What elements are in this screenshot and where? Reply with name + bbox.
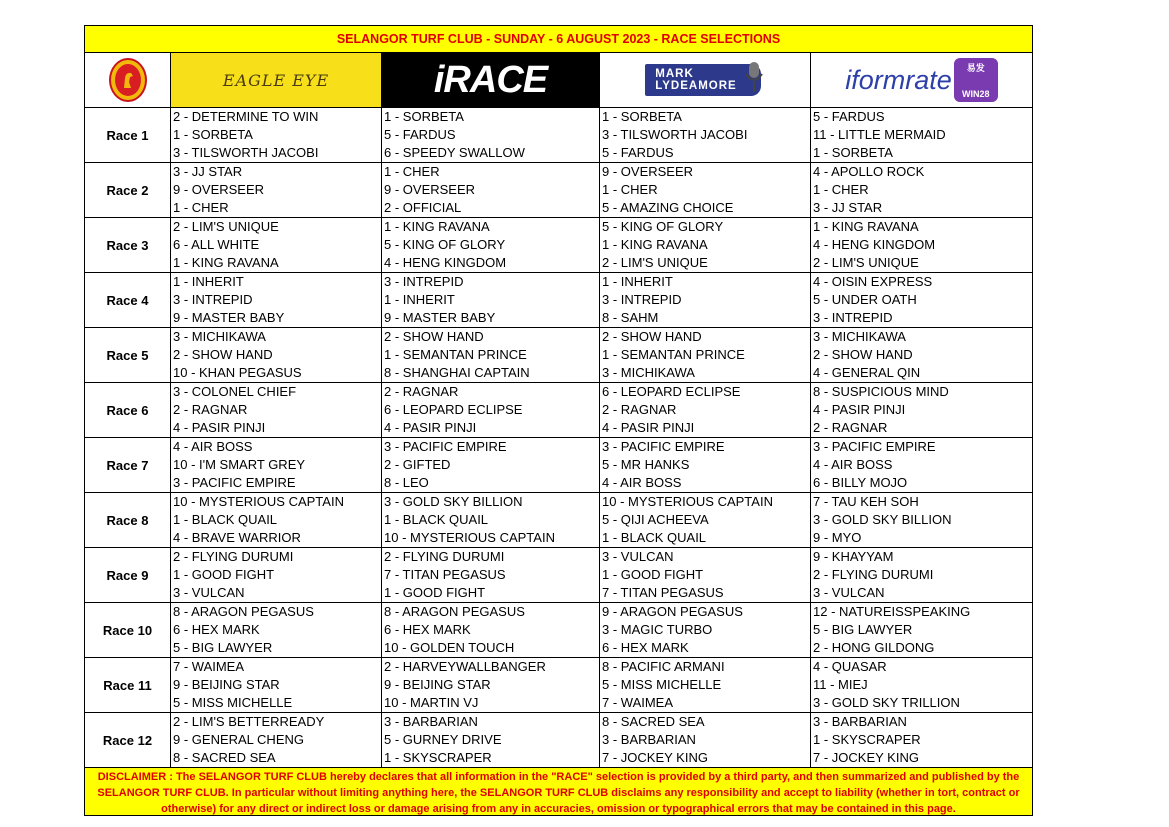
selection-cell	[600, 493, 811, 547]
horse-selection: 1 - CHER	[813, 182, 869, 197]
selection-cell	[600, 108, 811, 162]
selection-cell	[382, 438, 600, 492]
horse-selection: 10 - MYSTERIOUS CAPTAIN	[602, 494, 773, 509]
horse-selection: 2 - FLYING DURUMI	[173, 549, 294, 564]
horse-selection: 3 - MICHIKAWA	[173, 329, 266, 344]
selection-cell	[382, 163, 600, 217]
horse-selection: 3 - GOLD SKY BILLION	[813, 512, 952, 527]
selection-cell	[382, 713, 600, 767]
horse-selection: 1 - KING RAVANA	[813, 219, 919, 234]
selection-cell	[171, 493, 382, 547]
horse-selection: 9 - OVERSEER	[384, 182, 476, 197]
selection-cell	[600, 713, 811, 767]
horse-selection: 1 - CHER	[602, 182, 658, 197]
horse-selection: 1 - INHERIT	[384, 292, 455, 307]
horse-selection: 6 - HEX MARK	[173, 622, 260, 637]
horse-selection: 2 - SHOW HAND	[384, 329, 484, 344]
horse-selection: 2 - RAGNAR	[602, 402, 677, 417]
horse-selection: 3 - MICHIKAWA	[813, 329, 906, 344]
selection-cell	[382, 658, 600, 712]
horse-selection: 9 - MASTER BABY	[384, 310, 496, 325]
selection-cell	[171, 603, 382, 657]
race-row	[85, 603, 1032, 658]
horse-selection: 3 - TILSWORTH JACOBI	[602, 127, 748, 142]
selection-cell	[811, 658, 1032, 712]
horse-selection: 1 - CHER	[384, 164, 440, 179]
horse-selection: 2 - LIM'S UNIQUE	[173, 219, 279, 234]
horse-selection: 9 - OVERSEER	[173, 182, 265, 197]
race-name: Race 6	[85, 383, 171, 437]
horse-selection: 1 - SORBETA	[384, 109, 464, 124]
horse-selection: 3 - PACIFIC EMPIRE	[602, 439, 725, 454]
source-logos-row	[85, 53, 1032, 108]
selection-cell	[600, 548, 811, 602]
page-title: SELANGOR TURF CLUB - SUNDAY - 6 AUGUST 2023 - RACE SELECTIONS	[85, 26, 1032, 53]
selection-cell	[811, 273, 1032, 327]
horse-selection: 2 - SHOW HAND	[173, 347, 273, 362]
race-name: Race 12	[85, 713, 171, 767]
horse-selection: 1 - SKYSCRAPER	[384, 750, 492, 765]
races-table	[85, 108, 1032, 768]
horse-selection: 9 - KHAYYAM	[813, 549, 894, 564]
horse-selection: 8 - SAHM	[602, 310, 659, 325]
horse-selection: 1 - BLACK QUAIL	[384, 512, 489, 527]
horse-selection: 4 - APOLLO ROCK	[813, 164, 925, 179]
horse-selection: 7 - JOCKEY KING	[602, 750, 708, 765]
horse-selection: 5 - KING OF GLORY	[602, 219, 724, 234]
horse-selection: 8 - LEO	[384, 475, 429, 490]
selection-cell	[811, 713, 1032, 767]
race-row	[85, 218, 1032, 273]
race-name: Race 3	[85, 218, 171, 272]
horse-selection: 4 - PASIR PINJI	[813, 402, 906, 417]
race-name: Race 9	[85, 548, 171, 602]
horse-selection: 1 - INHERIT	[173, 274, 244, 289]
horse-selection: 3 - JJ STAR	[173, 164, 243, 179]
horse-selection: 4 - OISIN EXPRESS	[813, 274, 933, 289]
horse-selection: 1 - SEMANTAN PRINCE	[602, 347, 745, 362]
horse-selection: 5 - MISS MICHELLE	[602, 677, 722, 692]
win28-badge-top: 易发	[966, 63, 985, 73]
selection-cell	[382, 603, 600, 657]
selection-cell	[811, 328, 1032, 382]
horse-selection: 9 - BEIJING STAR	[384, 677, 491, 692]
horse-selection: 2 - OFFICIAL	[384, 200, 462, 215]
horse-selection: 2 - GIFTED	[384, 457, 451, 472]
horse-selection: 9 - BEIJING STAR	[173, 677, 280, 692]
horse-selection: 6 - HEX MARK	[384, 622, 471, 637]
race-row	[85, 273, 1032, 328]
horse-selection: 7 - TITAN PEGASUS	[384, 567, 506, 582]
horse-selection: 3 - INTREPID	[602, 292, 682, 307]
horse-selection: 3 - INTREPID	[173, 292, 253, 307]
horse-selection: 12 - NATUREISSPEAKING	[813, 604, 971, 619]
selection-cell	[811, 383, 1032, 437]
horse-selection: 9 - ARAGON PEGASUS	[602, 604, 743, 619]
horse-selection: 3 - VULCAN	[813, 585, 885, 600]
horse-selection: 6 - LEOPARD ECLIPSE	[384, 402, 523, 417]
race-name: Race 1	[85, 108, 171, 162]
horse-selection: 2 - HARVEYWALLBANGER	[384, 659, 546, 674]
horse-selection: 10 - MYSTERIOUS CAPTAIN	[173, 494, 344, 509]
horse-selection: 2 - DETERMINE TO WIN	[173, 109, 319, 124]
selection-cell	[811, 548, 1032, 602]
horse-selection: 9 - GENERAL CHENG	[173, 732, 304, 747]
selection-cell	[600, 603, 811, 657]
horse-selection: 3 - VULCAN	[173, 585, 245, 600]
horse-selection: 2 - FLYING DURUMI	[384, 549, 505, 564]
race-row	[85, 548, 1032, 603]
horse-selection: 1 - GOOD FIGHT	[384, 585, 486, 600]
selection-cell	[811, 603, 1032, 657]
horse-selection: 2 - RAGNAR	[384, 384, 459, 399]
horse-selection: 3 - JJ STAR	[813, 200, 883, 215]
selection-cell	[382, 383, 600, 437]
iformrate-logo-cell	[811, 53, 1032, 107]
selection-cell	[811, 438, 1032, 492]
selection-cell	[600, 383, 811, 437]
irace-logo: iRACE	[382, 53, 599, 107]
selection-cell	[171, 383, 382, 437]
horse-selection: 8 - SACRED SEA	[173, 750, 276, 765]
horse-selection: 3 - VULCAN	[602, 549, 674, 564]
horse-selection: 5 - BIG LAWYER	[173, 640, 273, 655]
horse-selection: 2 - LIM'S UNIQUE	[813, 255, 919, 270]
selection-cell	[811, 163, 1032, 217]
horse-selection: 7 - TAU KEH SOH	[813, 494, 919, 509]
race-name: Race 11	[85, 658, 171, 712]
horse-selection: 4 - HENG KINGDOM	[813, 237, 936, 252]
horse-selection: 10 - I'M SMART GREY	[173, 457, 306, 472]
horse-selection: 1 - KING RAVANA	[384, 219, 490, 234]
horse-selection: 3 - GOLD SKY BILLION	[384, 494, 523, 509]
horse-selection: 3 - MICHIKAWA	[602, 365, 695, 380]
race-row	[85, 438, 1032, 493]
horse-selection: 4 - BRAVE WARRIOR	[173, 530, 301, 545]
win28-badge-bottom: WIN28	[962, 89, 990, 99]
stc-logo-cell	[85, 53, 171, 107]
horse-selection: 5 - MISS MICHELLE	[173, 695, 293, 710]
race-name: Race 5	[85, 328, 171, 382]
horse-selection: 4 - AIR BOSS	[173, 439, 253, 454]
horse-selection: 9 - MYO	[813, 530, 862, 545]
mark-logo-line2: LYDEAMORE	[655, 80, 737, 92]
horse-selection: 3 - PACIFIC EMPIRE	[173, 475, 296, 490]
selection-cell	[171, 218, 382, 272]
race-row	[85, 658, 1032, 713]
horse-selection: 5 - MR HANKS	[602, 457, 690, 472]
race-name: Race 7	[85, 438, 171, 492]
horse-selection: 1 - SEMANTAN PRINCE	[384, 347, 527, 362]
horse-selection: 4 - HENG KINGDOM	[384, 255, 507, 270]
horse-selection: 5 - FARDUS	[384, 127, 456, 142]
horse-selection: 3 - PACIFIC EMPIRE	[813, 439, 936, 454]
horse-selection: 10 - GOLDEN TOUCH	[384, 640, 515, 655]
horse-selection: 3 - MAGIC TURBO	[602, 622, 713, 637]
horse-selection: 8 - SHANGHAI CAPTAIN	[384, 365, 530, 380]
horse-selection: 7 - JOCKEY KING	[813, 750, 919, 765]
horse-selection: 1 - SORBETA	[813, 145, 893, 160]
horse-head-icon	[115, 64, 141, 96]
eagle-eye-logo: EAGLE EYE	[171, 53, 381, 107]
selection-cell	[600, 218, 811, 272]
horse-selection: 5 - GURNEY DRIVE	[384, 732, 502, 747]
horse-selection: 2 - SHOW HAND	[813, 347, 913, 362]
horse-selection: 3 - COLONEL CHIEF	[173, 384, 297, 399]
horse-selection: 5 - AMAZING CHOICE	[602, 200, 734, 215]
race-row	[85, 383, 1032, 438]
horse-selection: 6 - BILLY MOJO	[813, 475, 908, 490]
horse-selection: 6 - HEX MARK	[602, 640, 689, 655]
horse-selection: 1 - GOOD FIGHT	[173, 567, 275, 582]
race-row	[85, 713, 1032, 768]
selection-cell	[382, 548, 600, 602]
iformrate-wordmark: iformrate	[845, 64, 952, 95]
selection-cell	[600, 658, 811, 712]
selection-cell	[382, 328, 600, 382]
horse-selection: 8 - ARAGON PEGASUS	[173, 604, 314, 619]
race-row	[85, 108, 1032, 163]
iformrate-logo	[845, 58, 998, 102]
horse-selection: 6 - ALL WHITE	[173, 237, 260, 252]
race-name: Race 10	[85, 603, 171, 657]
horse-selection: 1 - BLACK QUAIL	[602, 530, 707, 545]
selection-cell	[600, 328, 811, 382]
horse-selection: 4 - PASIR PINJI	[173, 420, 266, 435]
microphone-icon	[743, 60, 765, 101]
selection-cell	[171, 438, 382, 492]
horse-selection: 2 - RAGNAR	[173, 402, 248, 417]
selection-cell	[171, 108, 382, 162]
selection-cell	[171, 658, 382, 712]
mark-lydeamore-logo-cell	[600, 53, 811, 107]
horse-selection: 2 - LIM'S UNIQUE	[602, 255, 708, 270]
horse-selection: 2 - HONG GILDONG	[813, 640, 935, 655]
horse-selection: 3 - BARBARIAN	[602, 732, 696, 747]
horse-selection: 4 - PASIR PINJI	[602, 420, 695, 435]
horse-selection: 3 - BARBARIAN	[813, 714, 907, 729]
selection-cell	[600, 273, 811, 327]
horse-selection: 5 - FARDUS	[602, 145, 674, 160]
selection-cell	[171, 713, 382, 767]
selection-cell	[171, 273, 382, 327]
selection-cell	[382, 108, 600, 162]
horse-selection: 7 - WAIMEA	[602, 695, 674, 710]
horse-selection: 1 - KING RAVANA	[173, 255, 279, 270]
selection-cell	[600, 163, 811, 217]
selection-cell	[171, 163, 382, 217]
horse-selection: 3 - GOLD SKY TRILLION	[813, 695, 960, 710]
selection-cell	[382, 218, 600, 272]
horse-selection: 2 - RAGNAR	[813, 420, 888, 435]
stc-logo	[109, 58, 147, 102]
horse-selection: 11 - LITTLE MERMAID	[813, 127, 946, 142]
horse-selection: 3 - BARBARIAN	[384, 714, 478, 729]
horse-selection: 4 - PASIR PINJI	[384, 420, 477, 435]
race-row	[85, 163, 1032, 218]
horse-selection: 1 - KING RAVANA	[602, 237, 708, 252]
horse-selection: 3 - INTREPID	[384, 274, 464, 289]
horse-selection: 5 - QIJI ACHEEVA	[602, 512, 709, 527]
horse-selection: 10 - MYSTERIOUS CAPTAIN	[384, 530, 555, 545]
horse-selection: 8 - SACRED SEA	[602, 714, 705, 729]
selection-cell	[382, 273, 600, 327]
horse-selection: 5 - FARDUS	[813, 109, 885, 124]
selection-cell	[811, 493, 1032, 547]
horse-selection: 10 - KHAN PEGASUS	[173, 365, 302, 380]
disclaimer: DISCLAIMER : The SELANGOR TURF CLUB hereby declares that all information in the "RACE" selection is provided by a third party, and then summarized and published by the SELANGOR TURF CLUB. In particular without limiting anything here, the SELANGOR TURF CLUB disclaims any responsibility and accept to liability (whether in tort, contract or otherwise) for any direct or indirect loss or damage arising from any in accuracies, omission or typographical errors that may be contained in this page.	[85, 768, 1032, 815]
race-row	[85, 493, 1032, 548]
horse-selection: 6 - SPEEDY SWALLOW	[384, 145, 525, 160]
horse-selection: 10 - MARTIN VJ	[384, 695, 479, 710]
race-selections-sheet	[84, 25, 1033, 816]
eagle-eye-logo-cell	[171, 53, 382, 107]
selection-cell	[171, 328, 382, 382]
horse-selection: 8 - ARAGON PEGASUS	[384, 604, 525, 619]
horse-selection: 4 - QUASAR	[813, 659, 887, 674]
horse-selection: 8 - PACIFIC ARMANI	[602, 659, 725, 674]
horse-selection: 5 - BIG LAWYER	[813, 622, 913, 637]
horse-selection: 9 - MASTER BABY	[173, 310, 285, 325]
horse-selection: 8 - SUSPICIOUS MIND	[813, 384, 949, 399]
horse-selection: 1 - SORBETA	[173, 127, 253, 142]
race-row	[85, 328, 1032, 383]
horse-selection: 3 - INTREPID	[813, 310, 893, 325]
horse-selection: 5 - UNDER OATH	[813, 292, 917, 307]
horse-selection: 7 - TITAN PEGASUS	[602, 585, 724, 600]
horse-selection: 6 - LEOPARD ECLIPSE	[602, 384, 741, 399]
win28-badge	[954, 58, 998, 102]
horse-selection: 4 - AIR BOSS	[602, 475, 682, 490]
horse-selection: 9 - OVERSEER	[602, 164, 694, 179]
horse-selection: 5 - KING OF GLORY	[384, 237, 506, 252]
horse-selection: 1 - SORBETA	[602, 109, 682, 124]
horse-selection: 1 - BLACK QUAIL	[173, 512, 278, 527]
selection-cell	[600, 438, 811, 492]
mark-logo-line1: MARK	[655, 68, 694, 80]
horse-selection: 3 - TILSWORTH JACOBI	[173, 145, 319, 160]
horse-selection: 2 - SHOW HAND	[602, 329, 702, 344]
selection-cell	[171, 548, 382, 602]
race-name: Race 8	[85, 493, 171, 547]
horse-selection: 1 - INHERIT	[602, 274, 673, 289]
selection-cell	[811, 218, 1032, 272]
horse-selection: 1 - GOOD FIGHT	[602, 567, 704, 582]
horse-selection: 3 - PACIFIC EMPIRE	[384, 439, 507, 454]
horse-selection: 7 - WAIMEA	[173, 659, 245, 674]
horse-selection: 4 - GENERAL QIN	[813, 365, 921, 380]
selection-cell	[811, 108, 1032, 162]
horse-selection: 1 - CHER	[173, 200, 229, 215]
horse-selection: 11 - MIEJ	[813, 677, 868, 692]
horse-selection: 4 - AIR BOSS	[813, 457, 893, 472]
horse-selection: 2 - LIM'S BETTERREADY	[173, 714, 325, 729]
race-name: Race 4	[85, 273, 171, 327]
horse-selection: 1 - SKYSCRAPER	[813, 732, 921, 747]
horse-selection: 2 - FLYING DURUMI	[813, 567, 934, 582]
selection-cell	[382, 493, 600, 547]
irace-logo-cell	[382, 53, 600, 107]
race-name: Race 2	[85, 163, 171, 217]
